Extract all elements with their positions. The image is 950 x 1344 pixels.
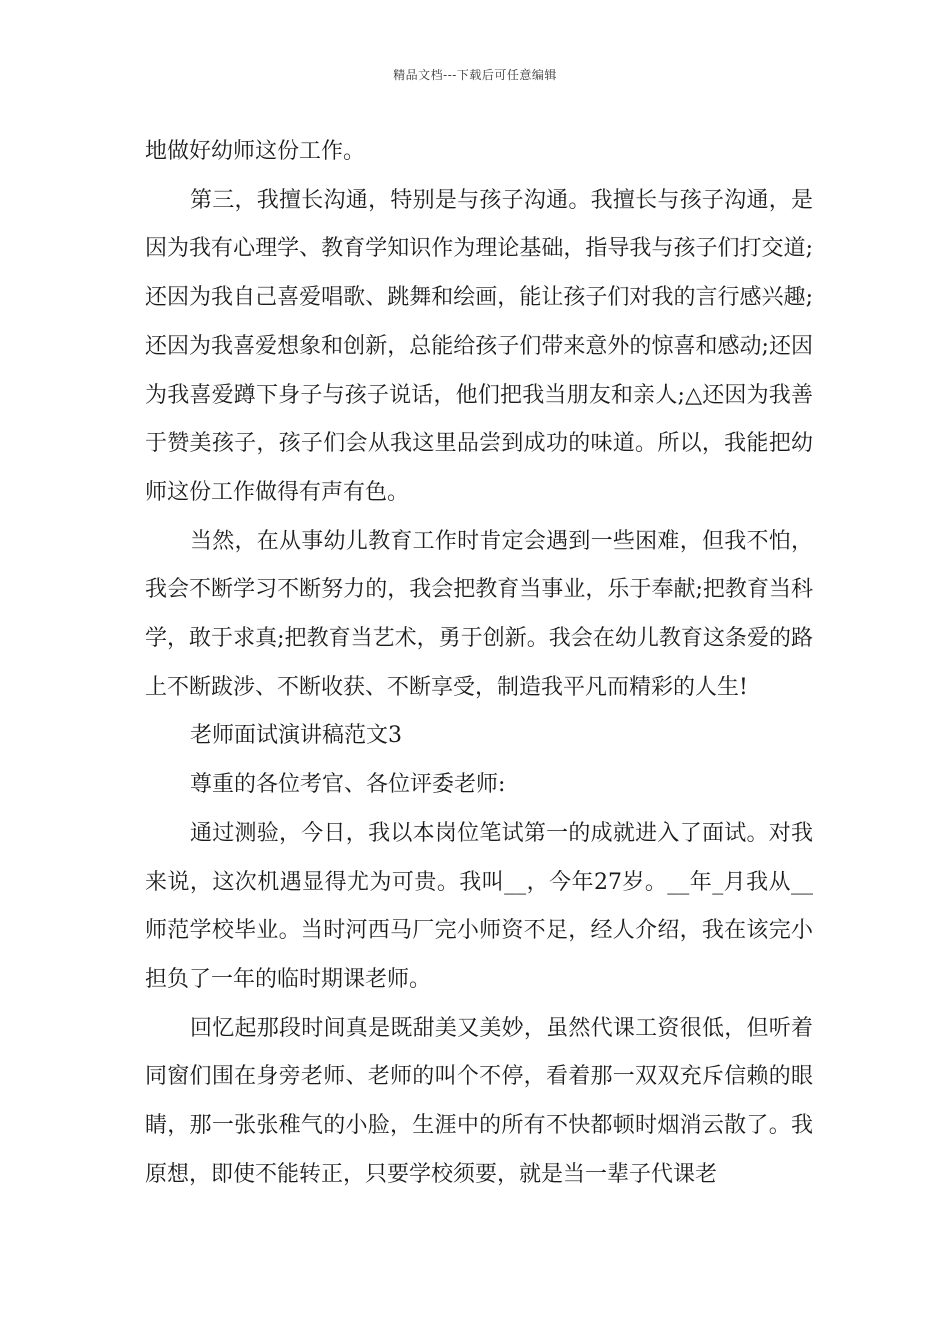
paragraph-4: 通过测验，今日，我以本岗位笔试第一的成就进入了面试。对我来说，这次机遇显得尤为可贵。我叫__，今年27岁。__年_月我从__师范学校毕业。当时河西马厂完小师资不足，经人介绍，我在该完小担负了一年的临时期课老师。 — [145, 820, 813, 992]
section-heading: 老师面试演讲稿范文3 — [190, 723, 402, 749]
page-header: 精品文档---下载后可任意编辑 — [393, 68, 557, 82]
paragraph-5: 回忆起那段时间真是既甜美又美妙，虽然代课工资很低，但听着同窗们围在身旁老师、老师的叫个不停，看着那一双双充斥信赖的眼睛，那一张张稚气的小脸，生涯中的所有不快都顿时烟消云散了。我原想，即使不能转正，只要学校须要，就是当一辈子代课老 — [145, 1015, 813, 1187]
document-body — [145, 128, 813, 1199]
paragraph-3: 当然，在从事幼儿教育工作时肯定会遇到一些困难，但我不怕，我会不断学习不断努力的，我会把教育当事业，乐于奉献;把教育当科学，敢于求真;把教育当艺术，勇于创新。我会在幼儿教育这条爱的路上不断跋涉、不断收获、不断享受，制造我平凡而精彩的人生! — [145, 528, 813, 700]
paragraph-2: 第三，我擅长沟通，特别是与孩子沟通。我擅长与孩子沟通，是因为我有心理学、教育学知识作为理论基础，指导我与孩子们打交道;还因为我自己喜爱唱歌、跳舞和绘画，能让孩子们对我的言行感兴趣;还因为我喜爱想象和创新，总能给孩子们带来意外的惊喜和感动;还因为我喜爱蹲下身子与孩子说话，他们把我当朋友和亲人;△还因为我善于赞美孩子，孩子们会从我这里品尝到成功的味道。所以，我能把幼师这份工作做得有声有色。 — [145, 187, 813, 505]
salutation: 尊重的各位考官、各位评委老师: — [190, 772, 506, 798]
paragraph-1: 地做好幼师这份工作。 — [145, 139, 366, 164]
